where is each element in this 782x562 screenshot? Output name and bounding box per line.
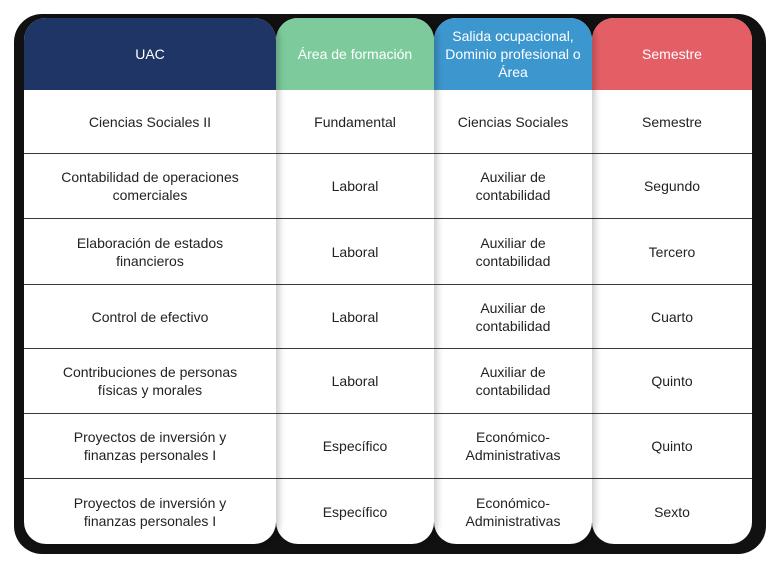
header-salida: Salida ocupacional, Dominio profesional o Área bbox=[434, 18, 592, 90]
cell-area: Laboral bbox=[276, 218, 434, 284]
cell-semestre: Cuarto bbox=[592, 284, 752, 348]
cell-area: Laboral bbox=[276, 153, 434, 218]
cell-semestre: Sexto bbox=[592, 478, 752, 544]
cell-uac: Contabilidad de operaciones comerciales bbox=[24, 153, 276, 218]
cell-area: Laboral bbox=[276, 348, 434, 413]
cell-uac: Control de efectivo bbox=[24, 284, 276, 348]
cell-area: Fundamental bbox=[314, 113, 396, 130]
cell-salida: Auxiliar de contabilidad bbox=[434, 153, 592, 218]
header-area: Área de formación bbox=[276, 18, 434, 90]
header-semestre: Semestre bbox=[592, 18, 752, 90]
cell-semestre: Quinto bbox=[592, 348, 752, 413]
column-uac bbox=[24, 18, 276, 544]
cell-salida: Ciencias Sociales bbox=[457, 113, 569, 130]
cell-area: Laboral bbox=[276, 284, 434, 348]
cell-uac: Contribuciones de personas físicas y morales bbox=[24, 348, 276, 413]
cell-salida: Auxiliar de contabilidad bbox=[434, 218, 592, 284]
header-uac: UAC bbox=[24, 18, 276, 90]
cell-semestre: Tercero bbox=[592, 218, 752, 284]
column-semestre bbox=[592, 18, 752, 544]
column-salida bbox=[434, 18, 592, 544]
cell-semestre: Segundo bbox=[592, 153, 752, 218]
cell-area: Específico bbox=[276, 478, 434, 544]
curriculum-table bbox=[24, 18, 752, 544]
cell-salida: Auxiliar de contabilidad bbox=[434, 284, 592, 348]
cell-uac: Proyectos de inversión y finanzas personales I bbox=[24, 413, 276, 478]
cell-semestre: Quinto bbox=[592, 413, 752, 478]
cell-salida: Económico-Administrativas bbox=[434, 478, 592, 544]
cell-salida: Auxiliar de contabilidad bbox=[434, 348, 592, 413]
cell-uac: Proyectos de inversión y finanzas personales I bbox=[24, 478, 276, 544]
cell-uac: Elaboración de estados financieros bbox=[24, 218, 276, 284]
column-area bbox=[276, 18, 434, 544]
cell-semestre: Semestre bbox=[642, 113, 702, 130]
cell-area: Específico bbox=[276, 413, 434, 478]
cell-uac: Ciencias Sociales II bbox=[88, 113, 212, 130]
cell-salida: Económico-Administrativas bbox=[434, 413, 592, 478]
